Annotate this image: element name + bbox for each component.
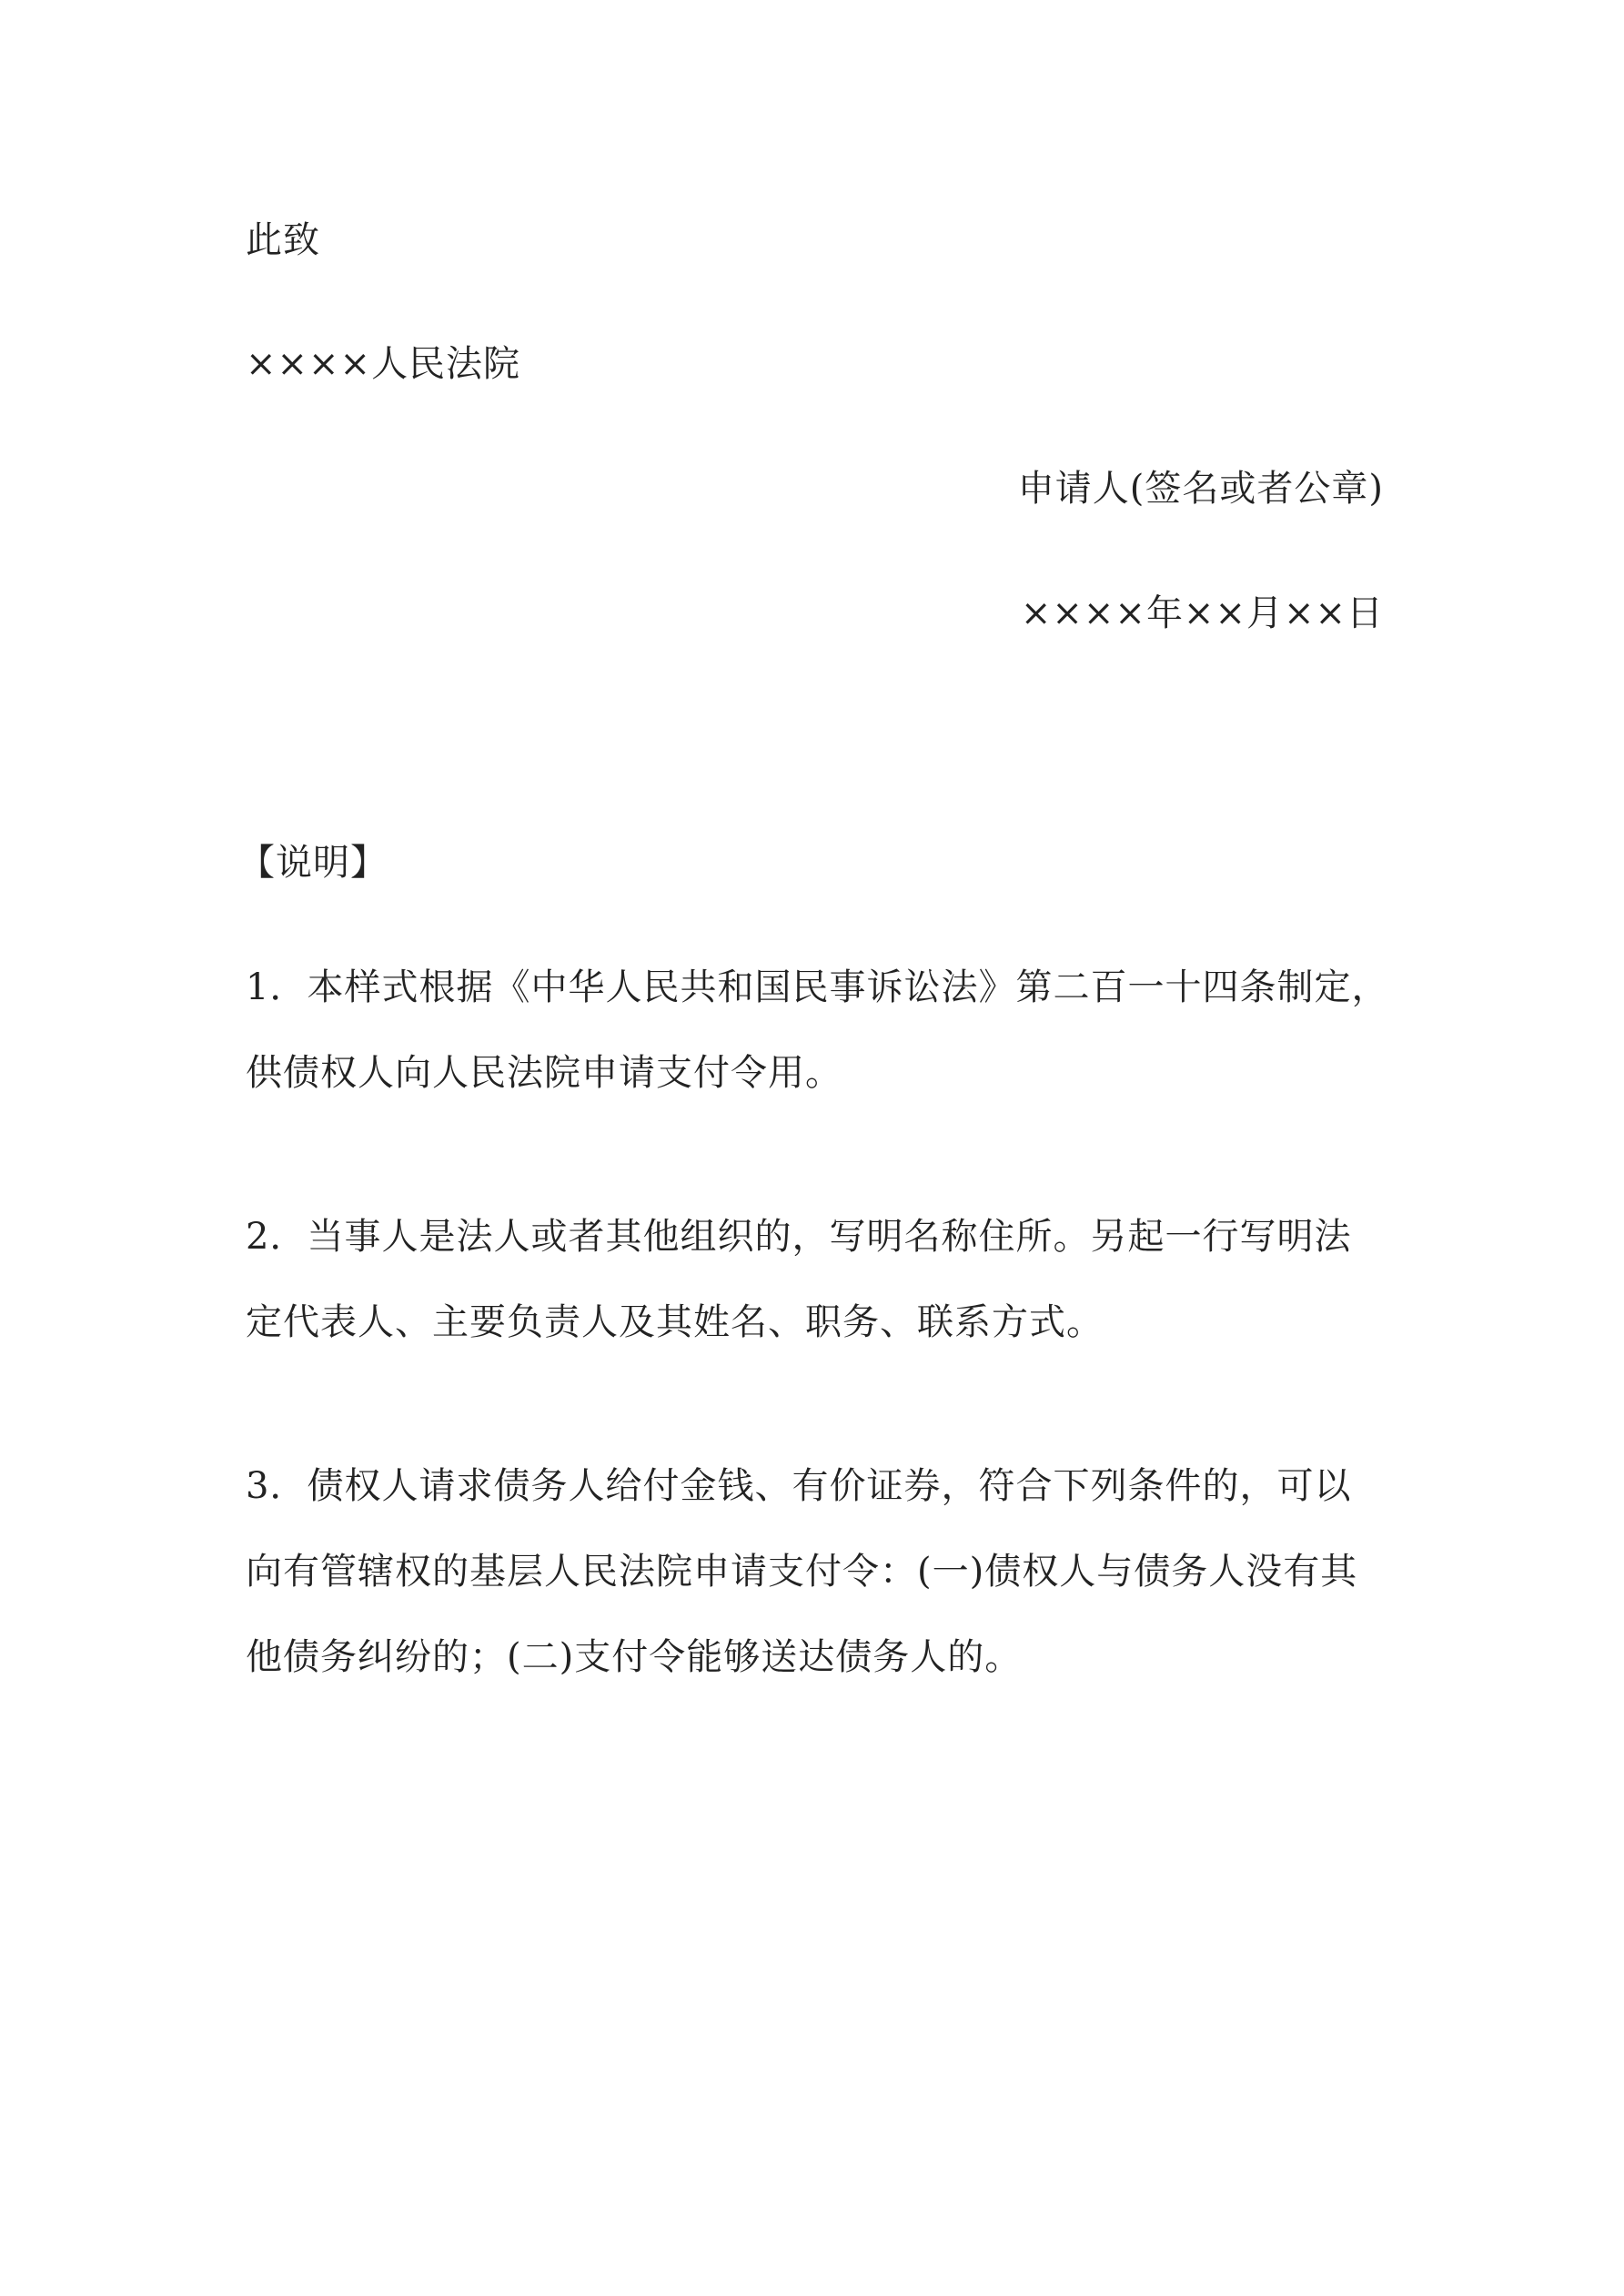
note-line: 定代表人、主要负责人及其姓名、职务、联系方式。 [246, 1301, 1104, 1343]
notes-heading: 【说明】 [238, 842, 388, 884]
note-line: 他债务纠纷的；(二)支付令能够送达债务人的。 [246, 1636, 1023, 1678]
note-item-2 [246, 1194, 1392, 1365]
document-date: ××××年××月××日 [1020, 592, 1384, 634]
note-line: 1．本样式根据《中华人民共和国民事诉讼法》第二百一十四条制定， [246, 966, 1389, 1008]
note-item-1 [246, 945, 1392, 1116]
note-line: 向有管辖权的基层人民法院申请支付令：(一)债权人与债务人没有其 [246, 1551, 1358, 1593]
note-item-3 [246, 1443, 1392, 1700]
court-name: ××××人民法院 [246, 343, 521, 385]
note-line: 2．当事人是法人或者其他组织的，写明名称住所。另起一行写明法 [246, 1216, 1352, 1258]
note-line: 供债权人向人民法院申请支付令用。 [246, 1052, 842, 1094]
note-line: 3．债权人请求债务人给付金钱、有价证券，符合下列条件的，可以 [246, 1465, 1352, 1507]
salutation: 此致 [246, 219, 320, 261]
applicant-signature: 申请人(签名或者公章) [1017, 468, 1384, 510]
